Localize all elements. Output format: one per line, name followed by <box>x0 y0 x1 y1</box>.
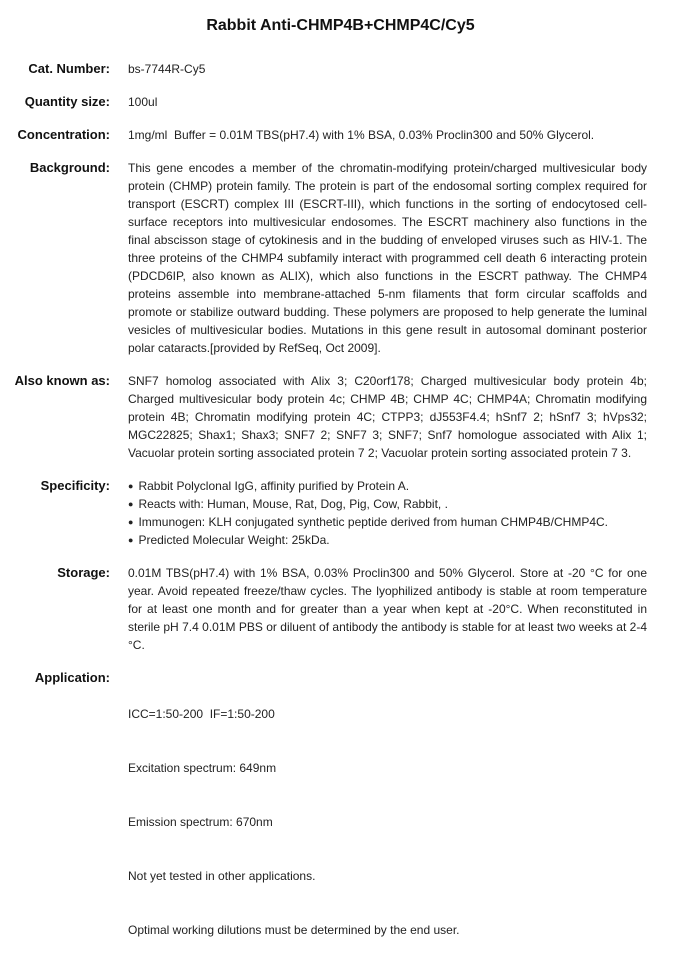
background-label: Background: <box>29 160 110 175</box>
specificity-list <box>128 477 647 549</box>
quantity-value: 100ul <box>128 95 158 109</box>
storage-label: Storage: <box>57 565 110 580</box>
application-line: Emission spectrum: 670nm <box>128 815 273 829</box>
list-item: ● Predicted Molecular Weight: 25kDa. <box>128 531 647 549</box>
application-line: Excitation spectrum: 649nm <box>128 761 277 775</box>
application-row <box>0 669 681 975</box>
specificity-row <box>0 477 681 549</box>
also-known-as-label: Also known as: <box>14 373 110 388</box>
application-label: Application: <box>34 670 110 685</box>
background-value: This gene encodes a member of the chromatin-modifying protein/charged multivesicular body protein (CHMP) protein family. The protein is part of the endosomal sorting complex required for transport (ESCRT) complex III (ESCRT-III), which functions in the sorting of endocytosed cell-surface receptors into multivesicular endosomes. The ESCRT machinery also functions in the final abscisson stage of cytokinesis and in the budding of enveloped viruses such as HIV-1. The three proteins of the CHMP4 subfamily interact with programmed cell death 6 interacting protein (PDCD6IP, also known as ALIX), which also functions in the ESCRT pathway. The CHMP4 proteins assemble into membrane-attached 5-nm filaments that form circular scaffolds and promote or stabilize outward budding. These polymers are proposed to help generate the luminal vesicles of multivesicular bodies. Mutations in this gene result in autosomal dominant posterior polar cataracts.[provided by RefSeq, Oct 2009]. <box>128 161 647 355</box>
storage-row <box>0 564 681 654</box>
concentration-label: Concentration: <box>17 127 110 142</box>
application-line: Not yet tested in other applications. <box>128 869 316 883</box>
storage-value: 0.01M TBS(pH7.4) with 1% BSA, 0.03% Proclin300 and 50% Glycerol. Store at -20 °C for one year. Avoid repeated freeze/thaw cycles. The lyophilized antibody is stable at room temperature for at least one month and for greater than a year when kept at -20°C. When reconstituted in sterile pH 7.4 0.01M PBS or diluent of antibody the antibody is stable for at least two weeks at 2-4 °C. <box>128 566 647 652</box>
quantity-label: Quantity size: <box>24 94 110 109</box>
specificity-label: Specificity: <box>40 478 110 493</box>
page-title: Rabbit Anti-CHMP4B+CHMP4C/Cy5 <box>206 17 475 34</box>
list-item: ● Immunogen: KLH conjugated synthetic peptide derived from human CHMP4B/CHMP4C. <box>128 513 647 531</box>
also-known-as-value: SNF7 homolog associated with Alix 3; C20orf178; Charged multivesicular body protein 4b; Charged multivesicular body protein 4c; CHMP 4B; CHMP 4C; CHMP4A; Chromatin modifying protein 4B; Chromatin modifying protein 4C; CTPP3; dJ553F4.4; hSnf7 2; hSnf7 3; hVps32; MGC22825; Shax1; Shax3; SNF7 2; SNF7 3; SNF7; Snf7 homologue associated with Alix 1; Vacuolar protein sorting associated protein 7 2; Vacuolar protein sorting associated protein 7 3. <box>128 374 647 460</box>
list-item: ● Reacts with: Human, Mouse, Rat, Dog, Pig, Cow, Rabbit, . <box>128 495 647 513</box>
application-line: Optimal working dilutions must be determined by the end user. <box>128 923 460 937</box>
cat-number-label: Cat. Number: <box>28 61 110 76</box>
background-row <box>0 159 681 357</box>
cat-number-row <box>0 60 681 78</box>
list-item: ● Rabbit Polyclonal IgG, affinity purified by Protein A. <box>128 477 647 495</box>
quantity-row <box>0 93 681 111</box>
application-line: ICC=1:50-200 IF=1:50-200 <box>128 707 275 721</box>
also-known-as-row <box>0 372 681 462</box>
cat-number-value: bs-7744R-Cy5 <box>128 62 206 76</box>
concentration-value: 1mg/ml Buffer = 0.01M TBS(pH7.4) with 1% BSA, 0.03% Proclin300 and 50% Glycerol. <box>128 128 595 142</box>
concentration-row <box>0 126 681 144</box>
